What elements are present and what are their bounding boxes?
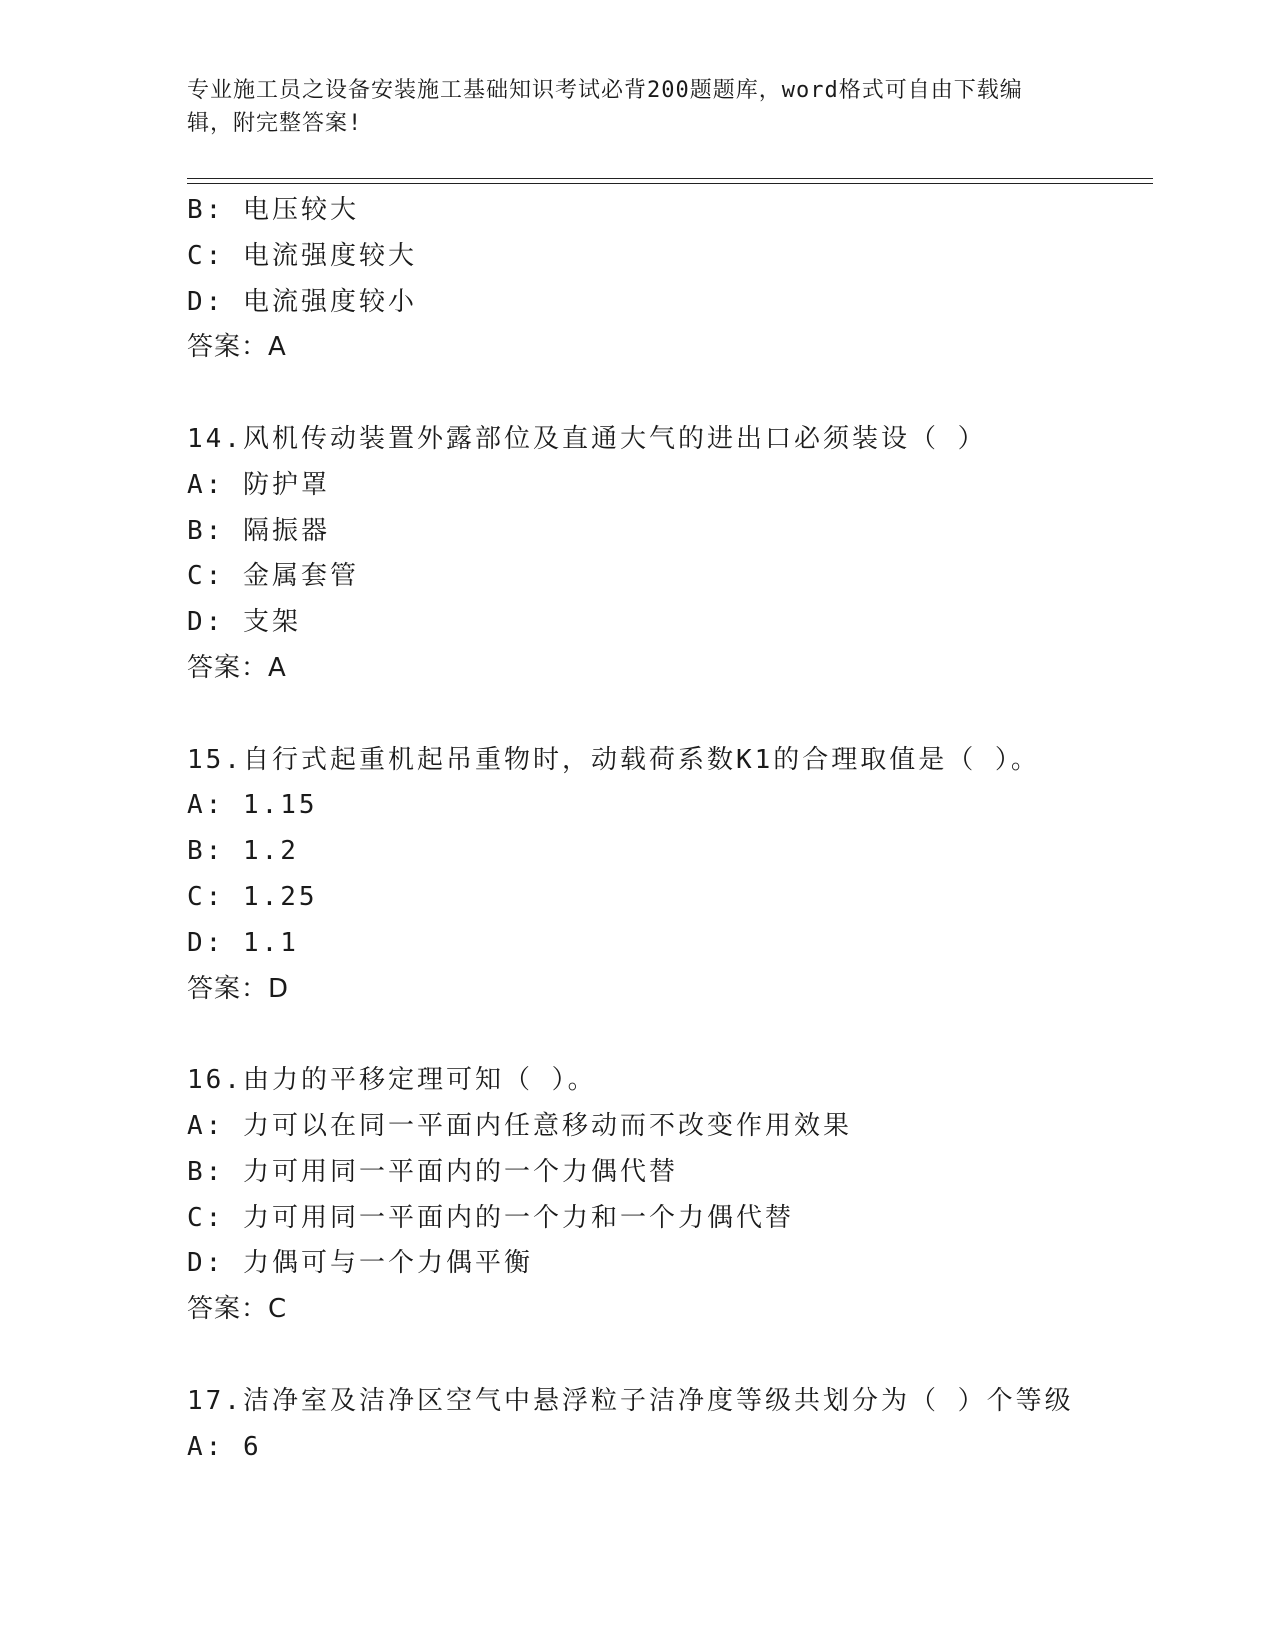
option-b: B: 1.2	[187, 836, 299, 867]
page-header	[187, 74, 1067, 140]
header-title: 专业施工员之设备安装施工基础知识考试必背200题题库，word格式可自由下载编辑，附完整答案!	[187, 78, 1023, 136]
answer-line: 答案：A	[187, 332, 287, 363]
question-text: 14.风机传动装置外露部位及直通大气的进出口必须装设（ ）	[187, 423, 987, 454]
question-14	[187, 417, 1153, 692]
question-13-continuation	[187, 188, 1153, 371]
option-c: C: 力可用同一平面内的一个力和一个力偶代替	[187, 1202, 794, 1233]
question-text: 17.洁净室及洁净区空气中悬浮粒子洁净度等级共划分为（ ）个等级	[187, 1385, 1074, 1416]
option-b: B: 力可用同一平面内的一个力偶代替	[187, 1156, 678, 1187]
answer-line: 答案：D	[187, 973, 290, 1004]
option-c: C: 电流强度较大	[187, 240, 417, 271]
option-a: A: 防护罩	[187, 469, 330, 500]
header-divider-bottom	[187, 183, 1153, 184]
header-divider-top	[187, 178, 1153, 179]
option-a: A: 6	[187, 1431, 262, 1462]
option-d: D: 力偶可与一个力偶平衡	[187, 1248, 533, 1279]
option-d: D: 电流强度较小	[187, 286, 417, 317]
question-17	[187, 1379, 1153, 1471]
option-a: A: 力可以在同一平面内任意移动而不改变作用效果	[187, 1110, 852, 1141]
option-b: B: 隔振器	[187, 515, 330, 546]
question-16	[187, 1058, 1153, 1333]
question-text: 16.由力的平移定理可知（ ）。	[187, 1065, 597, 1096]
question-text: 15.自行式起重机起吊重物时，动载荷系数K1的合理取值是（ ）。	[187, 744, 1040, 775]
option-a: A: 1.15	[187, 790, 318, 821]
document-body	[187, 188, 1153, 1470]
option-c: C: 1.25	[187, 881, 318, 912]
answer-line: 答案：C	[187, 1294, 288, 1325]
option-d: D: 支架	[187, 607, 301, 638]
option-b: B: 电压较大	[187, 195, 359, 225]
option-d: D: 1.1	[187, 927, 299, 958]
answer-line: 答案：A	[187, 652, 287, 683]
question-15	[187, 738, 1153, 1013]
option-c: C: 金属套管	[187, 561, 359, 592]
